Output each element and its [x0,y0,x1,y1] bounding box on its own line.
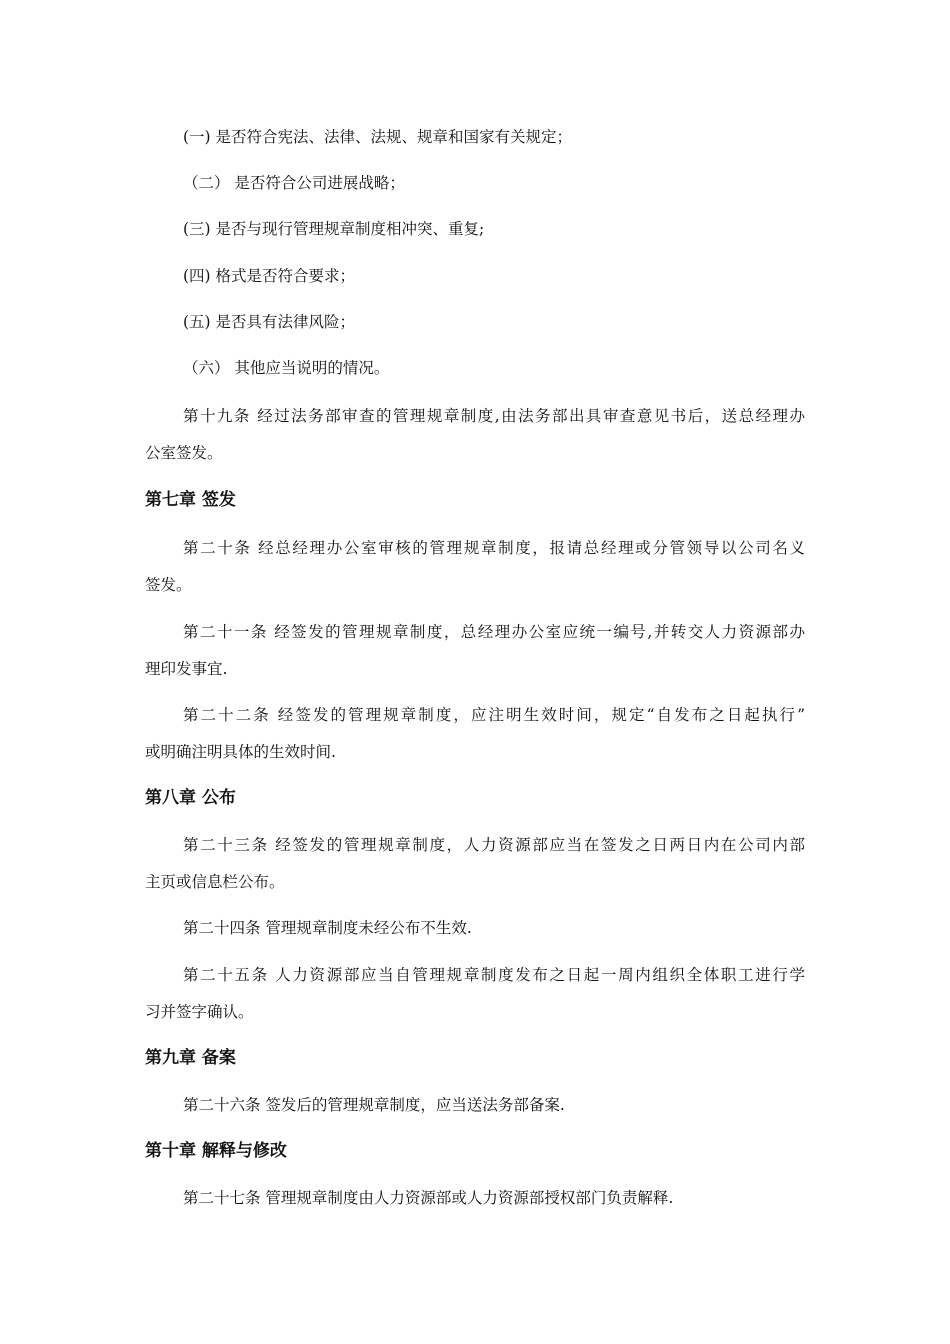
review-item-5: (五) 是否具有法律风险； [183,313,356,331]
article-24: 第二十四条 管理规章制度未经公布不生效. [183,919,472,937]
article-23-line-2: 主页或信息栏公布。 [145,873,285,891]
review-item-4: (四) 格式是否符合要求； [183,267,356,285]
chapter-7-heading: 第七章 签发 [145,490,236,510]
article-22-line-2: 或明确注明具体的生效时间. [145,743,336,761]
article-25-line-2: 习并签字确认。 [145,1003,254,1021]
article-26: 第二十六条 签发后的管理规章制度，应当送法务部备案. [183,1096,565,1114]
review-item-6: （六） 其他应当说明的情况。 [183,359,390,377]
article-27: 第二十七条 管理规章制度由人力资源部或人力资源部授权部门负责解释. [183,1189,674,1207]
article-21-line-1: 第二十一条 经签发的管理规章制度，总经理办公室应统一编号,并转交人力资源部办 [183,623,805,641]
article-19-line-1: 第十九条 经过法务部审查的管理规章制度,由法务部出具审查意见书后，送总经理办 [183,407,805,425]
review-item-1: (一) 是否符合宪法、法律、法规、规章和国家有关规定； [183,128,573,146]
chapter-8-heading: 第八章 公布 [145,788,236,808]
article-25-line-1: 第二十五条 人力资源部应当自管理规章制度发布之日起一周内组织全体职工进行学 [183,966,805,984]
article-22-line-1: 第二十二条 经签发的管理规章制度，应注明生效时间，规定“自发布之日起执行” [183,706,805,724]
article-20-line-1: 第二十条 经总经理办公室审核的管理规章制度，报请总经理或分管领导以公司名义 [183,539,805,557]
article-21-line-2: 理印发事宜. [145,660,228,678]
article-19-line-2: 公室签发。 [145,444,223,462]
chapter-9-heading: 第九章 备案 [145,1048,236,1068]
review-item-3: (三) 是否与现行管理规章制度相冲突、重复; [183,220,485,238]
article-23-line-1: 第二十三条 经签发的管理规章制度，人力资源部应当在签发之日两日内在公司内部 [183,836,805,854]
article-20-line-2: 签发。 [145,576,192,594]
chapter-10-heading: 第十章 解释与修改 [145,1141,287,1161]
review-item-2: （二） 是否符合公司进展战略； [183,174,405,192]
